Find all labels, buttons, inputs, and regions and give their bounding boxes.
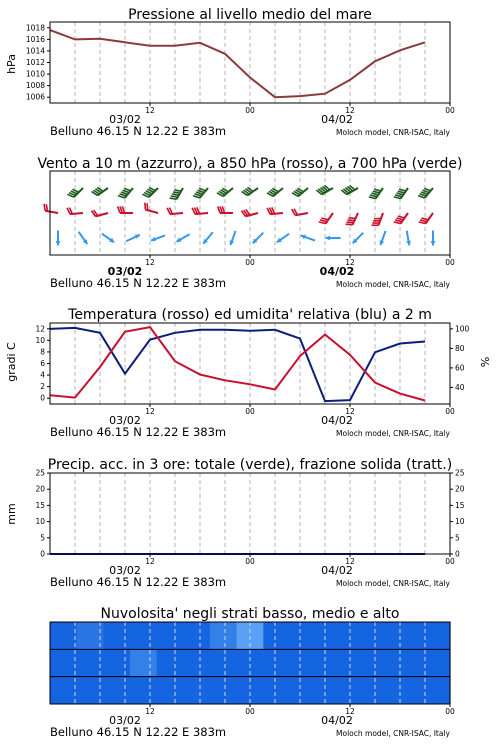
wind-barb bbox=[394, 188, 408, 199]
y-tick-label: 12 bbox=[35, 324, 45, 334]
x-tick-label: 12 bbox=[145, 707, 155, 716]
y-tick-label: 5 bbox=[40, 533, 45, 543]
y-tick-label-right: 60 bbox=[455, 363, 465, 373]
wind-arrow bbox=[301, 235, 315, 241]
date-label: 04/02 bbox=[321, 113, 353, 126]
x-tick-label: 12 bbox=[345, 707, 355, 716]
y-tick-label: 0 bbox=[40, 549, 45, 559]
cloud-cell bbox=[263, 677, 290, 704]
cloud-cell bbox=[290, 649, 317, 676]
x-tick-label: 00 bbox=[445, 258, 455, 267]
date-label: 04/02 bbox=[321, 564, 353, 577]
y-tick-label: 20 bbox=[35, 484, 45, 494]
location-label: Belluno 46.15 N 12.22 E 383m bbox=[50, 276, 227, 290]
pressure-panel bbox=[5, 7, 455, 138]
cloud-cell bbox=[130, 649, 157, 676]
wind-arrow bbox=[230, 231, 236, 245]
y-tick-label: 25 bbox=[35, 468, 45, 478]
y-tick-label: 0 bbox=[40, 393, 45, 403]
cloud-cell bbox=[183, 622, 210, 649]
precipitation-panel bbox=[5, 457, 465, 589]
wind-barb bbox=[44, 204, 58, 213]
x-tick-label: 00 bbox=[445, 106, 455, 115]
y-tick-label: 6 bbox=[40, 359, 45, 368]
wind-arrow bbox=[102, 234, 114, 243]
y-tick-label: 1010 bbox=[25, 69, 45, 79]
pressure-title: Pressione al livello medio del mare bbox=[128, 7, 372, 23]
y-tick-label-right: 20 bbox=[455, 484, 465, 494]
wind-barb bbox=[242, 187, 258, 195]
cloud-cell bbox=[317, 649, 344, 676]
date-label: 03/02 bbox=[107, 265, 143, 278]
x-tick-label: 00 bbox=[245, 707, 255, 716]
humidity-series-line bbox=[50, 328, 425, 401]
location-label: Belluno 46.15 N 12.22 E 383m bbox=[50, 425, 227, 439]
y-tick-label: 10 bbox=[35, 517, 45, 527]
wind-arrow bbox=[353, 233, 364, 244]
wind-arrow bbox=[380, 231, 386, 245]
wind-barb bbox=[369, 188, 383, 199]
x-tick-label: 00 bbox=[245, 407, 255, 416]
wind-barb bbox=[145, 203, 158, 213]
wind-barb bbox=[118, 188, 133, 198]
x-tick-label: 12 bbox=[145, 258, 155, 267]
cloud-cell bbox=[210, 622, 237, 649]
date-label: 03/02 bbox=[109, 113, 141, 126]
wind-barb bbox=[67, 188, 83, 197]
x-tick-label: 12 bbox=[145, 407, 155, 416]
temperature-y-label: gradi C bbox=[5, 342, 18, 382]
location-label: Belluno 46.15 N 12.22 E 383m bbox=[50, 725, 227, 739]
cloud-panel bbox=[50, 606, 455, 739]
cloud-cell bbox=[210, 677, 237, 704]
temperature-plot-frame bbox=[50, 323, 450, 404]
cloud-cell bbox=[130, 622, 157, 649]
wind-barb bbox=[142, 188, 158, 198]
wind-arrow bbox=[253, 233, 264, 244]
x-tick-label: 12 bbox=[345, 407, 355, 416]
x-tick-label: 00 bbox=[445, 707, 455, 716]
wind-barb bbox=[394, 213, 408, 224]
date-label: 03/02 bbox=[109, 714, 141, 727]
wind-barb bbox=[241, 209, 258, 216]
cloud-cell bbox=[370, 622, 397, 649]
cloud-cell bbox=[397, 677, 424, 704]
y-tick-label-right: 25 bbox=[455, 468, 465, 478]
x-tick-label: 00 bbox=[245, 258, 255, 267]
wind-arrow bbox=[326, 236, 341, 241]
wind-barb bbox=[372, 213, 383, 225]
y-tick-label-right: 15 bbox=[455, 500, 465, 510]
cloud-cell bbox=[343, 649, 370, 676]
cloud-cell bbox=[50, 622, 77, 649]
cloud-cell bbox=[210, 649, 237, 676]
cloud-cell bbox=[183, 649, 210, 676]
y-tick-label-right: 0 bbox=[455, 549, 460, 559]
precipitation-plot-frame bbox=[50, 473, 450, 554]
y-tick-label: 10 bbox=[35, 335, 45, 345]
cloud-cell bbox=[290, 677, 317, 704]
pressure-y-label: hPa bbox=[5, 54, 18, 74]
cloud-cell bbox=[183, 677, 210, 704]
wind-barb bbox=[292, 188, 308, 196]
y-tick-label: 2 bbox=[40, 382, 45, 392]
date-label: 03/02 bbox=[109, 414, 141, 427]
cloud-cell bbox=[263, 649, 290, 676]
cloud-cell bbox=[103, 677, 130, 704]
x-tick-label: 00 bbox=[445, 407, 455, 416]
cloud-cell bbox=[263, 622, 290, 649]
wind-arrow bbox=[79, 232, 88, 244]
wind-barb bbox=[267, 188, 283, 196]
y-tick-label: 1018 bbox=[25, 23, 45, 33]
wind-arrow bbox=[177, 234, 190, 242]
x-tick-label: 00 bbox=[245, 557, 255, 566]
model-credit: Moloch model, CNR-ISAC, Italy bbox=[336, 429, 450, 438]
precipitation-y-label: mm bbox=[5, 503, 18, 525]
wind-barb bbox=[319, 213, 333, 224]
date-label: 04/02 bbox=[321, 714, 353, 727]
precipitation-title: Precip. acc. in 3 ore: totale (verde), frazione solida (tratt.) bbox=[47, 457, 453, 473]
y-tick-label-right: 80 bbox=[455, 343, 465, 353]
model-credit: Moloch model, CNR-ISAC, Italy bbox=[336, 579, 450, 588]
wind-barb bbox=[170, 188, 183, 199]
location-label: Belluno 46.15 N 12.22 E 383m bbox=[50, 124, 227, 138]
y-tick-label: 1014 bbox=[25, 46, 45, 56]
cloud-cell bbox=[370, 649, 397, 676]
date-label: 03/02 bbox=[109, 564, 141, 577]
wind-barb bbox=[217, 188, 233, 196]
x-tick-label: 00 bbox=[245, 106, 255, 115]
model-credit: Moloch model, CNR-ISAC, Italy bbox=[336, 128, 450, 137]
x-tick-label: 12 bbox=[145, 557, 155, 566]
wind-arrow bbox=[56, 231, 61, 246]
cloud-cell bbox=[157, 649, 184, 676]
cloud-cell bbox=[423, 649, 450, 676]
model-credit: Moloch model, CNR-ISAC, Italy bbox=[336, 729, 450, 738]
model-credit: Moloch model, CNR-ISAC, Italy bbox=[336, 280, 450, 289]
pressure-series-line bbox=[50, 30, 425, 97]
x-tick-label: 12 bbox=[345, 557, 355, 566]
wind-barb bbox=[418, 188, 433, 198]
wind-arrow bbox=[431, 231, 436, 246]
wind-panel bbox=[37, 156, 462, 290]
wind-barb bbox=[92, 187, 108, 195]
wind-barb bbox=[346, 213, 358, 225]
y-tick-label-right: 10 bbox=[455, 517, 465, 527]
y-tick-label: 1008 bbox=[25, 81, 45, 91]
wind-barb bbox=[419, 213, 433, 224]
y-tick-label-right: 40 bbox=[455, 382, 465, 392]
wind-arrow bbox=[203, 232, 213, 243]
y-tick-label: 1016 bbox=[25, 34, 45, 44]
cloud-cell bbox=[157, 677, 184, 704]
wind-arrow bbox=[406, 231, 411, 246]
wind-title: Vento a 10 m (azzurro), a 850 hPa (rosso), a 700 hPa (verde) bbox=[37, 156, 463, 172]
date-label: 04/02 bbox=[319, 265, 355, 278]
y-tick-label: 1012 bbox=[25, 58, 45, 67]
cloud-cell bbox=[397, 622, 424, 649]
cloud-cell bbox=[370, 677, 397, 704]
cloud-title: Nuvolosita' negli strati basso, medio e alto bbox=[100, 606, 400, 622]
cloud-cell bbox=[157, 622, 184, 649]
wind-arrow bbox=[126, 234, 140, 241]
x-tick-label: 12 bbox=[345, 258, 355, 267]
cloud-cell bbox=[50, 677, 77, 704]
cloud-cell bbox=[50, 649, 77, 676]
wind-arrow bbox=[277, 234, 289, 243]
x-tick-label: 00 bbox=[445, 557, 455, 566]
cloud-cell bbox=[397, 649, 424, 676]
location-label: Belluno 46.15 N 12.22 E 383m bbox=[50, 575, 227, 589]
cloud-cell bbox=[103, 649, 130, 676]
cloud-cell bbox=[317, 677, 344, 704]
y-tick-label: 15 bbox=[35, 500, 45, 510]
cloud-cell bbox=[103, 622, 130, 649]
cloud-cell bbox=[317, 622, 344, 649]
date-label: 04/02 bbox=[321, 414, 353, 427]
temperature-panel bbox=[5, 307, 492, 439]
x-tick-label: 12 bbox=[145, 106, 155, 115]
cloud-cell bbox=[343, 622, 370, 649]
cloud-cell bbox=[423, 622, 450, 649]
y-tick-label: 4 bbox=[40, 370, 45, 380]
x-tick-label: 12 bbox=[345, 106, 355, 115]
cloud-cell bbox=[343, 677, 370, 704]
cloud-cell bbox=[130, 677, 157, 704]
y-tick-label-right: 5 bbox=[455, 533, 460, 543]
y-tick-label: 1006 bbox=[25, 92, 45, 102]
y-tick-label-right: 100 bbox=[455, 324, 470, 334]
pressure-plot-frame bbox=[50, 22, 450, 103]
y-tick-label: 8 bbox=[40, 347, 45, 357]
temperature-title: Temperatura (rosso) ed umidita' relativa (blu) a 2 m bbox=[68, 307, 432, 323]
wind-barb bbox=[193, 188, 208, 198]
wind-arrow bbox=[151, 235, 165, 241]
humidity-y-label: % bbox=[479, 356, 492, 368]
cloud-cell bbox=[423, 677, 450, 704]
cloud-cell bbox=[290, 622, 317, 649]
